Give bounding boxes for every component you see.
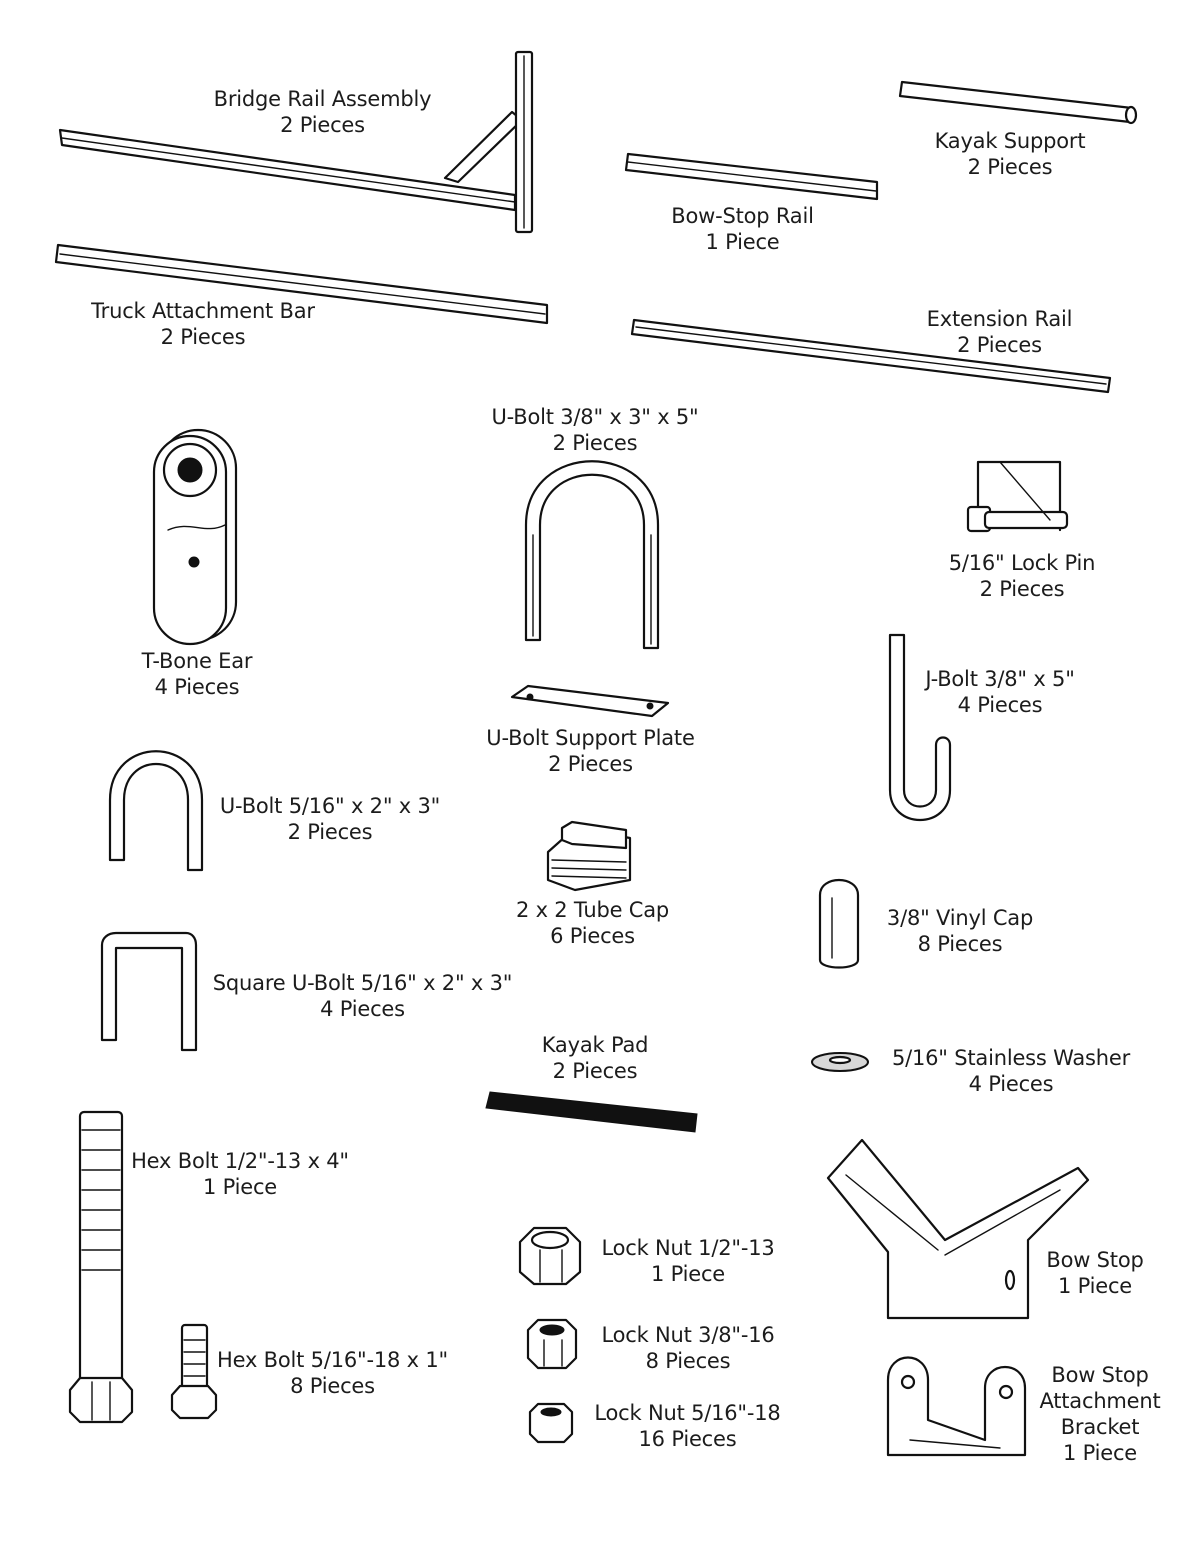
label-bow-stop: Bow Stop 1 Piece	[1046, 1248, 1144, 1298]
label-tube-cap: 2 x 2 Tube Cap 6 Pieces	[515, 898, 670, 948]
label-bow-stop-rail: Bow-Stop Rail 1 Piece	[671, 204, 814, 254]
u-bolt-large-drawing	[526, 461, 658, 648]
stainless-washer-drawing	[812, 1053, 868, 1071]
label-kayak-pad: Kayak Pad 2 Pieces	[541, 1033, 649, 1083]
label-lock-pin: 5/16" Lock Pin 2 Pieces	[948, 551, 1096, 601]
vinyl-cap-drawing	[820, 880, 858, 968]
label-vinyl-cap: 3/8" Vinyl Cap 8 Pieces	[886, 906, 1034, 956]
label-u-bolt-support-plate: U-Bolt Support Plate 2 Pieces	[486, 726, 695, 776]
label-stainless-washer: 5/16" Stainless Washer 4 Pieces	[891, 1046, 1131, 1096]
bow-stop-attachment-bracket-drawing	[888, 1358, 1025, 1456]
lock-pin-drawing	[968, 462, 1067, 531]
label-truck-attachment-bar: Truck Attachment Bar 2 Pieces	[91, 299, 315, 349]
label-hex-bolt-small: Hex Bolt 5/16"-18 x 1" 8 Pieces	[217, 1348, 448, 1398]
kayak-support-drawing	[900, 82, 1136, 123]
label-u-bolt-large: U-Bolt 3/8" x 3" x 5" 2 Pieces	[491, 405, 699, 455]
square-u-bolt-drawing	[102, 933, 196, 1050]
label-square-u-bolt: Square U-Bolt 5/16" x 2" x 3" 4 Pieces	[212, 971, 513, 1021]
lock-nut-five-sixteenths-drawing	[530, 1404, 572, 1442]
u-bolt-support-plate-drawing	[512, 686, 668, 716]
bridge-rail-assembly-drawing	[60, 52, 532, 232]
label-extension-rail: Extension Rail 2 Pieces	[926, 307, 1073, 357]
label-t-bone-ear: T-Bone Ear 4 Pieces	[141, 649, 253, 699]
label-bow-stop-attachment-bracket: Bow Stop Attachment Bracket 1 Piece	[1039, 1363, 1161, 1465]
bow-stop-rail-drawing	[626, 154, 877, 199]
label-hex-bolt-large: Hex Bolt 1/2"-13 x 4" 1 Piece	[131, 1149, 349, 1199]
label-kayak-support: Kayak Support 2 Pieces	[934, 129, 1086, 179]
lock-nut-three-eighths-drawing	[528, 1320, 576, 1368]
u-bolt-small-drawing	[110, 751, 202, 870]
tube-cap-drawing	[548, 822, 630, 890]
j-bolt-drawing	[890, 635, 950, 820]
t-bone-ear-drawing	[154, 430, 236, 644]
kayak-pad-drawing	[486, 1092, 697, 1132]
label-u-bolt-small: U-Bolt 5/16" x 2" x 3" 2 Pieces	[219, 794, 441, 844]
label-lock-nut-three-eighths: Lock Nut 3/8"-16 8 Pieces	[601, 1323, 775, 1373]
label-lock-nut-five-sixteenths: Lock Nut 5/16"-18 16 Pieces	[594, 1401, 781, 1451]
label-bridge-rail-assembly: Bridge Rail Assembly 2 Pieces	[213, 87, 432, 137]
hex-bolt-large-drawing	[70, 1112, 132, 1422]
label-lock-nut-half: Lock Nut 1/2"-13 1 Piece	[601, 1236, 775, 1286]
label-j-bolt: J-Bolt 3/8" x 5" 4 Pieces	[925, 667, 1075, 717]
lock-nut-half-drawing	[520, 1228, 580, 1284]
